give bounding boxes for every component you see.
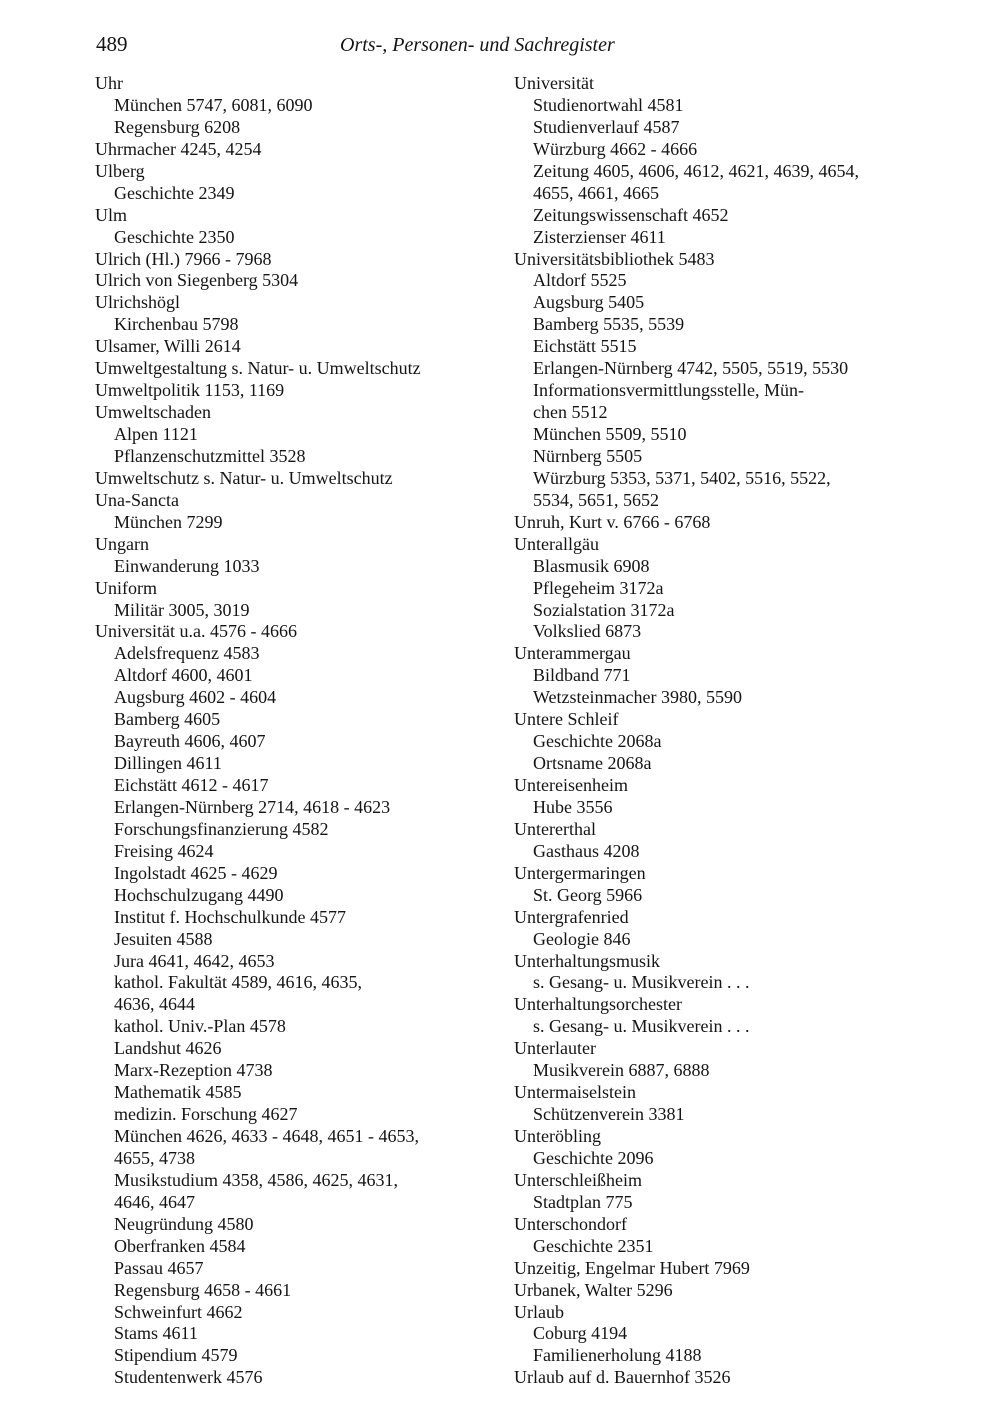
index-subentry: Bamberg 4605 (114, 709, 221, 730)
index-heading: Umweltpolitik 1153, 1169 (95, 380, 285, 401)
index-subentry: Erlangen-Nürnberg 2714, 4618 - 4623 (114, 796, 391, 817)
index-heading: Unzeitig, Engelmar Hubert 7969 (514, 1257, 750, 1278)
index-subentry: s. Gesang- u. Musikverein . . . (533, 972, 750, 993)
index-subentry: Augsburg 4602 - 4604 (114, 687, 277, 708)
index-subentry: Schweinfurt 4662 (114, 1301, 243, 1322)
index-subentry: Hube 3556 (533, 796, 613, 817)
index-subentry: Geschichte 2350 (114, 226, 235, 247)
index-subentry: Mathematik 4585 (114, 1082, 242, 1103)
index-subentry: kathol. Univ.-Plan 4578 (114, 1016, 286, 1037)
index-heading: Urlaub (514, 1301, 564, 1322)
index-subentry: Einwanderung 1033 (114, 555, 260, 576)
index-heading: Urlaub auf d. Bauernhof 3526 (514, 1367, 731, 1388)
index-subentry: München 4626, 4633 - 4648, 4651 - 4653, (114, 1126, 419, 1146)
index-subentry: Alpen 1121 (114, 424, 198, 444)
index-subentry: Altdorf 4600, 4601 (114, 665, 253, 686)
index-heading: Ulrich (Hl.) 7966 - 7968 (95, 248, 272, 269)
index-subentry: Volkslied 6873 (533, 621, 642, 642)
index-continuation: 4636, 4644 (114, 994, 195, 1015)
index-subentry: Studentenwerk 4576 (114, 1367, 263, 1388)
index-subentry: Eichstätt 5515 (533, 336, 637, 357)
index-subentry: Ingolstadt 4625 - 4629 (114, 862, 278, 883)
index-subentry: Sozialstation 3172a (533, 599, 675, 620)
running-head: Orts-, Personen- und Sachregister (340, 34, 615, 56)
index-subentry: Bayreuth 4606, 4607 (114, 731, 266, 752)
index-subentry: Geschichte 2351 (533, 1235, 654, 1256)
index-subentry: Informationsvermittlungsstelle, Mün- (533, 380, 804, 401)
index-subentry: Oberfranken 4584 (114, 1235, 246, 1256)
index-subentry: Gasthaus 4208 (533, 840, 640, 861)
index-subentry: Bamberg 5535, 5539 (533, 314, 685, 335)
index-continuation: 4655, 4661, 4665 (533, 182, 659, 203)
index-subentry: Geologie 846 (533, 928, 631, 949)
index-continuation: 4655, 4738 (114, 1147, 195, 1168)
index-heading: Unterschleißheim (514, 1169, 642, 1190)
index-subentry: Landshut 4626 (114, 1038, 222, 1059)
index-heading: Umweltschaden (95, 402, 211, 423)
index-heading: Uniform (95, 577, 157, 598)
index-heading: Unruh, Kurt v. 6766 - 6768 (514, 511, 711, 532)
index-subentry: Ortsname 2068a (533, 753, 652, 774)
index-subentry: Musikverein 6887, 6888 (533, 1060, 710, 1081)
index-heading: Umweltgestaltung s. Natur- u. Umweltschutz (95, 358, 421, 379)
index-subentry: Jura 4641, 4642, 4653 (114, 950, 275, 971)
index-heading: Uhrmacher 4245, 4254 (95, 138, 262, 159)
index-subentry: Freising 4624 (114, 840, 214, 861)
index-heading: Unterammergau (514, 643, 631, 664)
index-subentry: Stams 4611 (114, 1323, 198, 1344)
index-subentry: Bildband 771 (533, 665, 631, 686)
index-heading: Untererthal (514, 818, 596, 839)
index-subentry: Stadtplan 775 (533, 1191, 633, 1212)
index-subentry: Zeitung 4605, 4606, 4612, 4621, 4639, 4654, (533, 160, 859, 181)
index-heading: Ulberg (95, 160, 145, 181)
index-subentry: Nürnberg 5505 (533, 445, 643, 466)
index-subentry: Marx-Rezeption 4738 (114, 1060, 273, 1081)
index-heading: Universitätsbibliothek 5483 (514, 248, 715, 269)
index-subentry: Geschichte 2096 (533, 1147, 654, 1168)
index-subentry: Familienerholung 4188 (533, 1345, 702, 1366)
index-subentry: Pflegeheim 3172a (533, 577, 664, 598)
index-subentry: Zisterzienser 4611 (533, 226, 666, 247)
index-heading: Untere Schleif (514, 709, 619, 730)
index-subentry: Institut f. Hochschulkunde 4577 (114, 906, 346, 927)
index-continuation: 5534, 5651, 5652 (533, 489, 659, 510)
index-heading: Universität (514, 73, 594, 93)
index-subentry: s. Gesang- u. Musikverein . . . (533, 1016, 750, 1037)
index-heading: Ulrichshögl (95, 292, 180, 313)
index-heading: Unterlauter (514, 1038, 596, 1059)
index-subentry: Studienverlauf 4587 (533, 116, 680, 137)
index-heading: Untergermaringen (514, 862, 646, 883)
index-heading: Ulsamer, Willi 2614 (95, 336, 241, 357)
index-subentry: Blasmusik 6908 (533, 555, 650, 576)
index-column-left (95, 73, 495, 1389)
index-subentry: Geschichte 2349 (114, 182, 235, 203)
index-subentry: Militär 3005, 3019 (114, 599, 250, 620)
index-heading: Ulm (95, 204, 128, 225)
index-subentry: Zeitungswissenschaft 4652 (533, 204, 729, 225)
index-subentry: Hochschulzugang 4490 (114, 884, 284, 905)
index-heading: Universität u.a. 4576 - 4666 (95, 621, 297, 642)
index-heading: Urbanek, Walter 5296 (514, 1279, 673, 1300)
index-subentry: München 5747, 6081, 6090 (114, 94, 313, 115)
index-subentry: Coburg 4194 (533, 1323, 628, 1344)
index-heading: Una-Sancta (95, 489, 179, 510)
index-heading: Uhr (95, 73, 123, 93)
index-subentry: Erlangen-Nürnberg 4742, 5505, 5519, 5530 (533, 358, 849, 379)
index-subentry: Forschungsfinanzierung 4582 (114, 818, 329, 839)
index-subentry: Studienortwahl 4581 (533, 94, 684, 115)
index-heading: Ungarn (95, 533, 149, 554)
index-subentry: Adelsfrequenz 4583 (114, 643, 260, 664)
index-heading: Untereisenheim (514, 775, 628, 795)
index-heading: Umweltschutz s. Natur- u. Umweltschutz (95, 467, 393, 488)
index-continuation: chen 5512 (533, 402, 608, 423)
index-heading: Unteröbling (514, 1126, 601, 1146)
index-heading: Ulrich von Siegenberg 5304 (95, 270, 299, 291)
index-subentry: kathol. Fakultät 4589, 4616, 4635, (114, 972, 362, 993)
index-subentry: Würzburg 4662 - 4666 (533, 138, 698, 159)
index-subentry: Altdorf 5525 (533, 270, 627, 291)
index-subentry: medizin. Forschung 4627 (114, 1104, 298, 1125)
index-subentry: Augsburg 5405 (533, 292, 645, 313)
index-subentry: Regensburg 6208 (114, 116, 241, 137)
index-heading: Untermaiselstein (514, 1082, 636, 1103)
index-subentry: Wetzsteinmacher 3980, 5590 (533, 687, 742, 708)
index-heading: Unterallgäu (514, 533, 599, 554)
index-subentry: Pflanzenschutzmittel 3528 (114, 445, 306, 466)
index-subentry: München 5509, 5510 (533, 424, 687, 444)
index-heading: Unterhaltungsorchester (514, 994, 682, 1015)
index-subentry: Geschichte 2068a (533, 731, 662, 752)
index-column-right (514, 73, 924, 1389)
page-number: 489 (96, 32, 128, 56)
index-subentry: Stipendium 4579 (114, 1345, 238, 1366)
index-heading: Unterhaltungsmusik (514, 950, 660, 971)
index-subentry: St. Georg 5966 (533, 884, 643, 905)
index-subentry: Kirchenbau 5798 (114, 314, 239, 335)
index-subentry: Passau 4657 (114, 1257, 204, 1278)
index-continuation: 4646, 4647 (114, 1191, 195, 1212)
index-subentry: Musikstudium 4358, 4586, 4625, 4631, (114, 1169, 399, 1190)
index-subentry: München 7299 (114, 511, 223, 532)
index-heading: Untergrafenried (514, 906, 629, 927)
index-subentry: Schützenverein 3381 (533, 1104, 685, 1125)
index-subentry: Würzburg 5353, 5371, 5402, 5516, 5522, (533, 467, 831, 488)
index-heading: Unterschondorf (514, 1213, 627, 1234)
index-subentry: Dillingen 4611 (114, 753, 222, 774)
index-subentry: Neugründung 4580 (114, 1213, 254, 1234)
index-subentry: Jesuiten 4588 (114, 928, 213, 949)
index-subentry: Regensburg 4658 - 4661 (114, 1279, 292, 1300)
index-subentry: Eichstätt 4612 - 4617 (114, 775, 269, 795)
